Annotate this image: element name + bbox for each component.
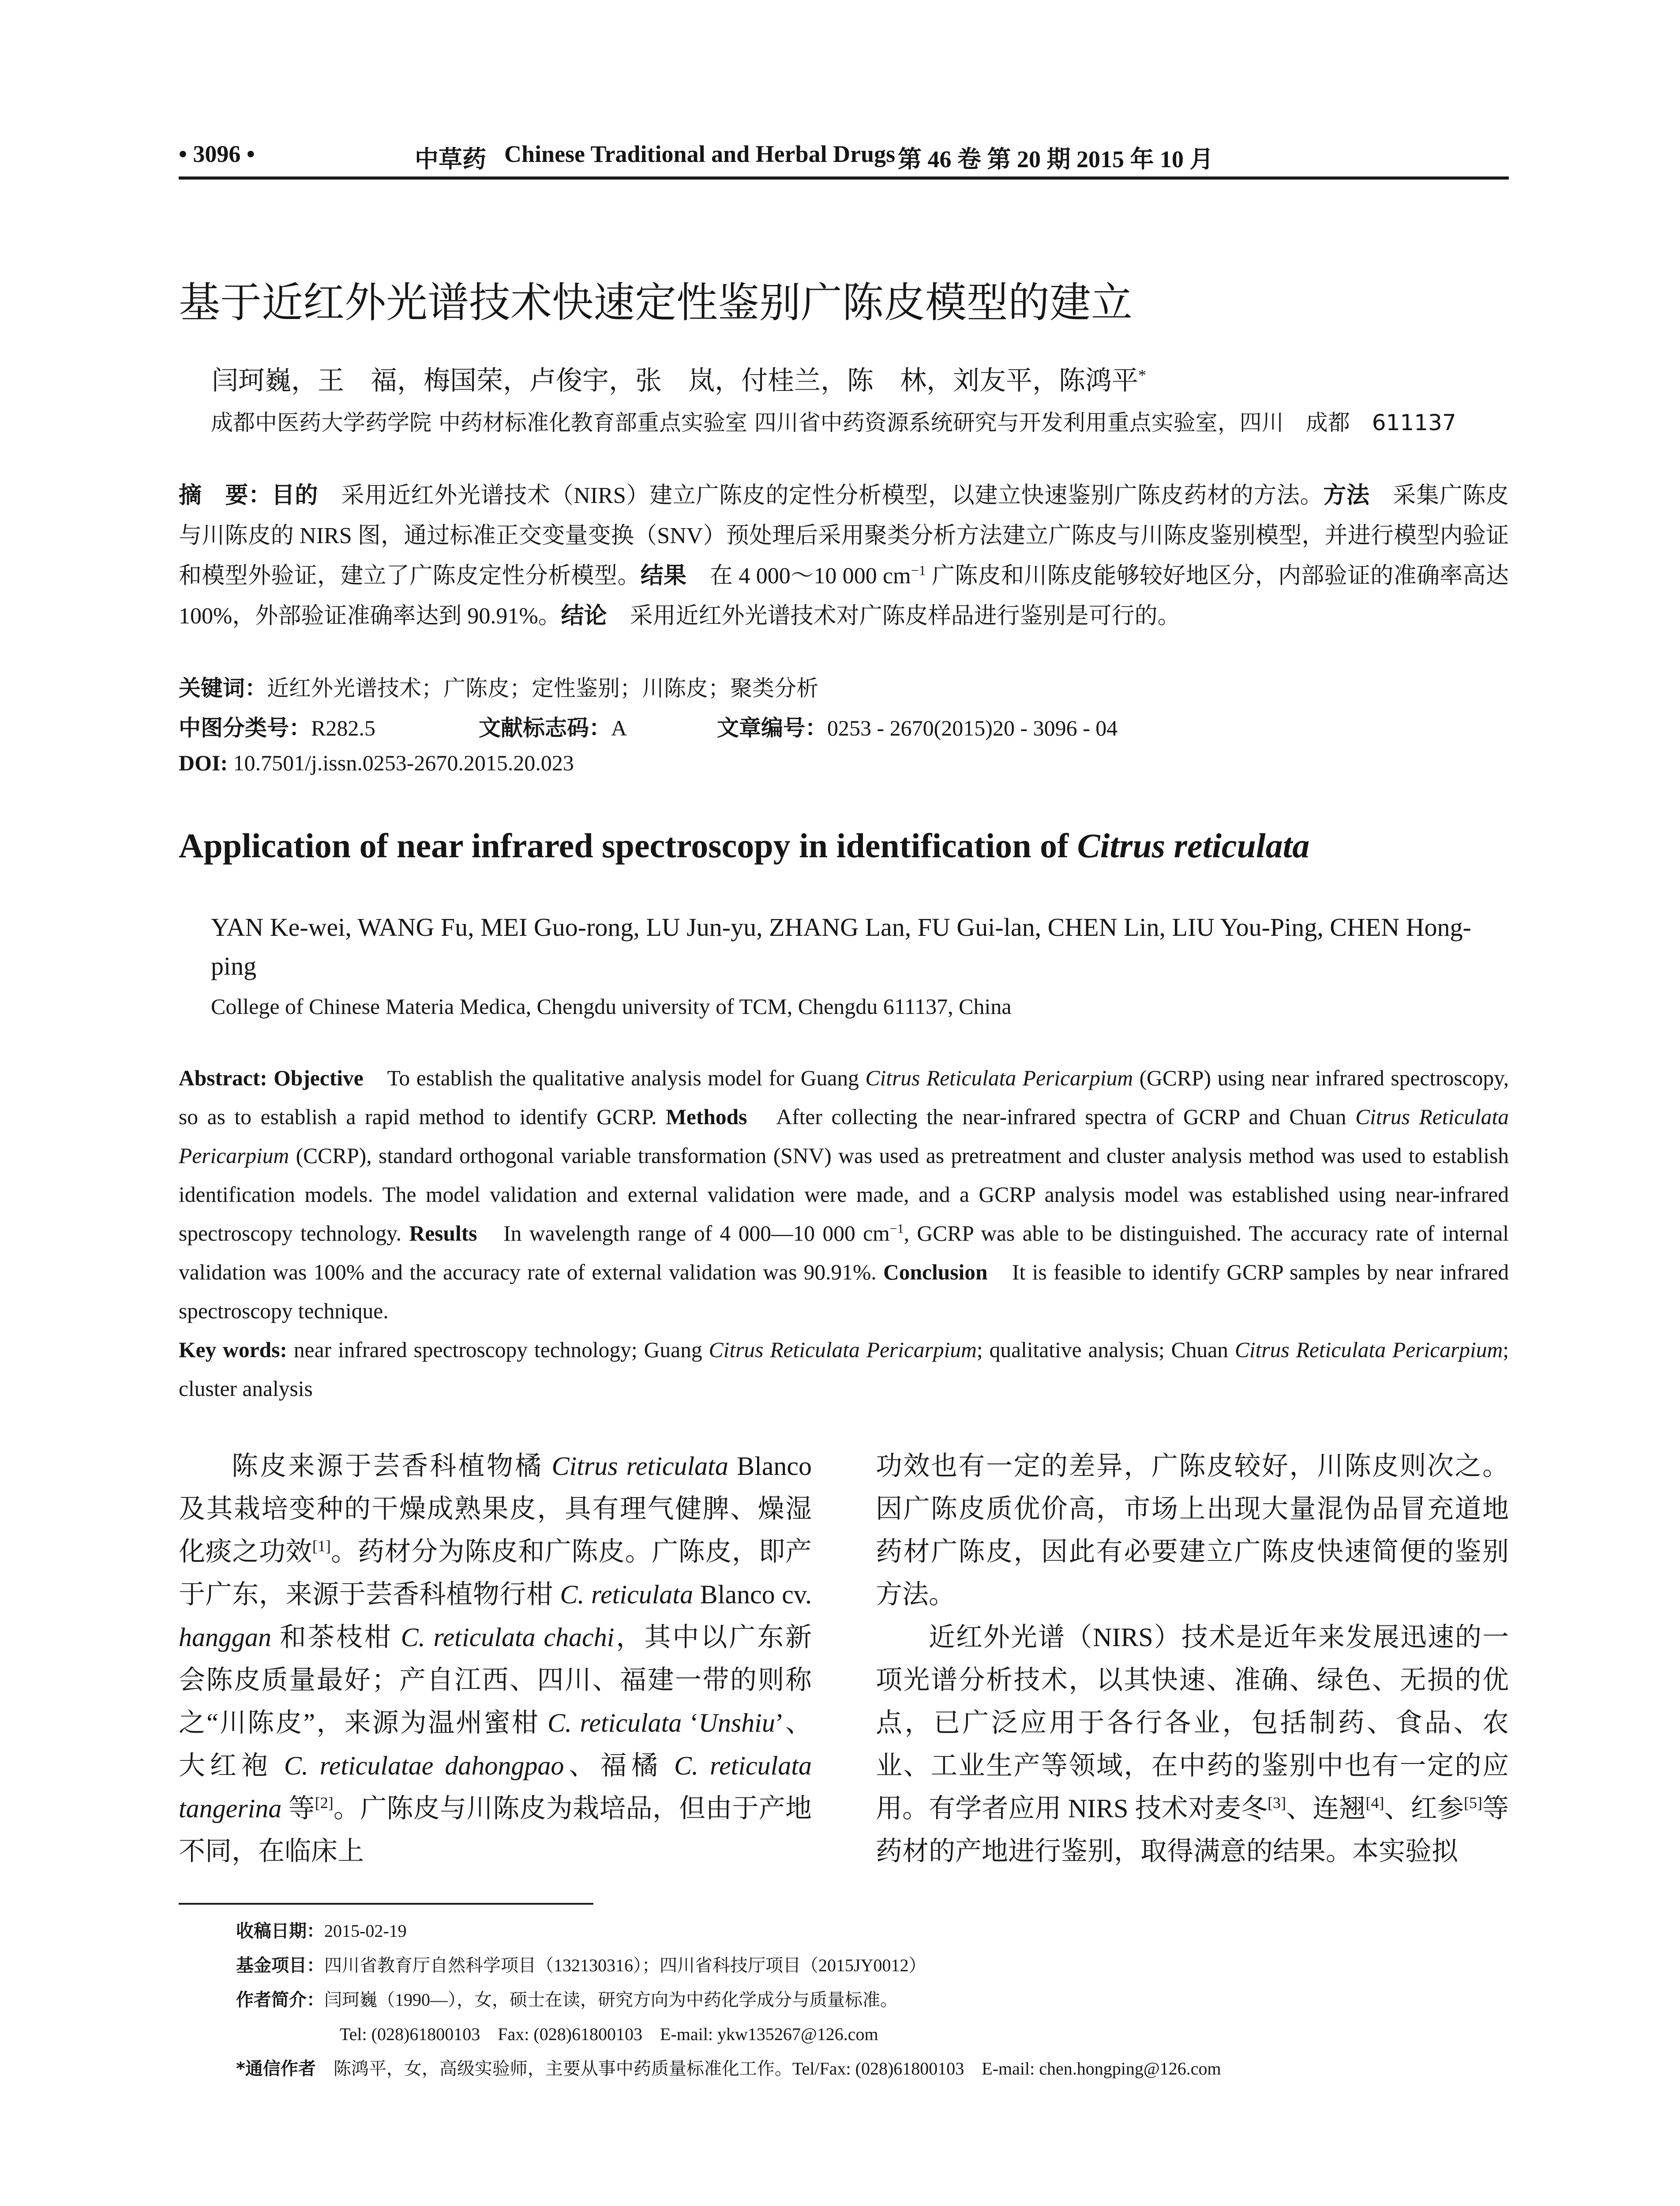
body-column-left xyxy=(179,1445,812,1873)
keywords-cn: 关键词：近红外光谱技术；广陈皮；定性鉴别；川陈皮；聚类分析 xyxy=(179,675,818,701)
page-number: • 3096 • xyxy=(179,141,255,167)
footnote-divider xyxy=(179,1903,593,1905)
footnote-fund: 基金项目：四川省教育厅自然科学项目（132130316）；四川省科技厅项目（2015JY0012） xyxy=(236,1955,926,1976)
journal-name-en: Chinese Traditional and Herbal Drugs xyxy=(504,141,896,167)
abstract-en: Abstract: Objective To establish the qualitative analysis model for Guang Citrus Reticulata Pericarpium (GCRP) using near infrared spectroscopy, so as to establish a rapid method to identify GCRP. Methods After collecting the near-infrared spectra of GCRP and Chuan Citrus Reticulata Pericarpium (CCRP), standard orthogonal variable transformation (SNV) was used as pretreatment and cluster analysis method was used to establish identification models. The model validation and external validation were made, and a GCRP analysis model was established using near-infrared spectroscopy technology. Results In wavelength range of 4 000—10 000 $cm^{-1}$, GCRP was able to be distinguished. The accuracy rate of internal validation was 100% and the accuracy rate of external validation was 90.91%. Conclusion It is feasible to identify GCRP samples by near infrared spectroscopy technique. Key words: near infrared spectroscopy technology; Guang Citrus Reticulata Pericarpium; qualitative analysis; Chuan Citrus Reticulata Pericarpium; cluster analysis xyxy=(179,1066,1509,1401)
body-paragraph: 近红外光谱（NIRS）技术是近年来发展迅速的一项光谱分析技术，以其快速、准确、绿色、无损的优点，已广泛应用于各行各业，包括制药、食品、农业、工业生产等领域，在中药的鉴别中也有一定的应用。有学者应用 NIRS 技术对麦冬[3]、连翘[4]、红参[5]等药材的产地进行鉴别，取得满意的结果。本实验拟 xyxy=(876,1623,1509,1866)
body-paragraph: 功效也有一定的差异，广陈皮较好，川陈皮则次之。因广陈皮质优价高，市场上出现大量混伪品冒充道地药材广陈皮，因此有必要建立广陈皮快速简便的鉴别方法。 xyxy=(876,1452,1509,1609)
journal-name-cn: 中草药 xyxy=(415,145,486,173)
affiliation-en: College of Chinese Materia Medica, Chengdu university of TCM, Chengdu 611137, China xyxy=(211,994,1012,1019)
author-list-en: YAN Ke-wei, WANG Fu, MEI Guo-rong, LU Jun-yu, ZHANG Lan, FU Gui-lan, CHEN Lin, LIU You-Ping, CHEN Hong-ping xyxy=(211,913,1471,980)
author-list-cn: 闫珂巍，王 福，梅国荣，卢俊宇，张 岚，付桂兰，陈 林，刘友平，陈鸿平* xyxy=(212,366,1146,395)
abstract-cn: 摘 要：目的 采用近红外光谱技术（NIRS）建立广陈皮的定性分析模型，以建立快速鉴别广陈皮药材的方法。方法 采集广陈皮与川陈皮的 NIRS 图，通过标准正交变量变换（SNV）预处理后采用聚类分析方法建立广陈皮与川陈皮鉴别模型，并进行模型内验证和模型外验证，建立了广陈皮定性分析模型。结果 在 4 000～10 000 $cm^{-1}$ 广陈皮和川陈皮能够较好地区分，内部验证的准确率高达 100%，外部验证准确率达到 90.91%。结论 采用近红外光谱技术对广陈皮样品进行鉴别是可行的。 xyxy=(179,482,1509,629)
footnote-author: 作者简介：闫珂巍（1990—），女，硕士在读，研究方向为中药化学成分与质量标准。 xyxy=(236,1990,898,2010)
running-header xyxy=(179,140,1509,180)
footnote-contact: Tel: (028)61800103 Fax: (028)61800103 E-mail: ykw135267@126.com xyxy=(340,2024,878,2044)
issue-info: 第 46 卷 第 20 期 2015 年 10 月 xyxy=(898,146,1214,173)
body-column-right xyxy=(876,1445,1509,1873)
classification-line: 中图分类号：R282.5 文献标志码：A 文章编号：0253 - 2670(2015)20 - 3096 - 04 xyxy=(179,715,1118,741)
body-paragraph: 陈皮来源于芸香科植物橘 Citrus reticulata Blanco 及其栽培变种的干燥成熟果皮，具有理气健脾、燥湿化痰之功效[1]。药材分为陈皮和广陈皮。广陈皮，即产于广东，来源于芸香科植物行柑 C. reticulata Blanco cv. hanggan 和茶枝柑 C. reticulata chachi，其中以广东新会陈皮质量最好；产自江西、四川、福建一带的则称之“川陈皮”，来源为温州蜜柑 C. reticulata ‘Unshiu’、大红袍 C. reticulatae dahongpao、福橘 C. reticulata tangerina 等[2]。广陈皮与川陈皮为栽培品，但由于产地不同，在临床上 xyxy=(179,1452,812,1866)
article-title-en: Application of near infrared spectroscopy in identification of Citrus reticulata xyxy=(179,826,1310,865)
footnote-received: 收稿日期：2015-02-19 xyxy=(236,1921,407,1941)
article-title-cn: 基于近红外光谱技术快速定性鉴别广陈皮模型的建立 xyxy=(179,279,1133,327)
keywords-en-label: Key words: xyxy=(179,1338,287,1362)
doi-line: DOI: 10.7501/j.issn.0253-2670.2015.20.023 xyxy=(179,750,574,775)
affiliation-cn: 成都中医药大学药学院 中药材标准化教育部重点实验室 四川省中药资源系统研究与开发利用重点实验室，四川 成都 611137 xyxy=(211,410,1456,435)
footnote-corresponding: *通信作者 陈鸿平，女，高级实验师，主要从事中药质量标准化工作。Tel/Fax: (028)61800103 E-mail: chen.hongping@126.com xyxy=(236,2059,1221,2079)
